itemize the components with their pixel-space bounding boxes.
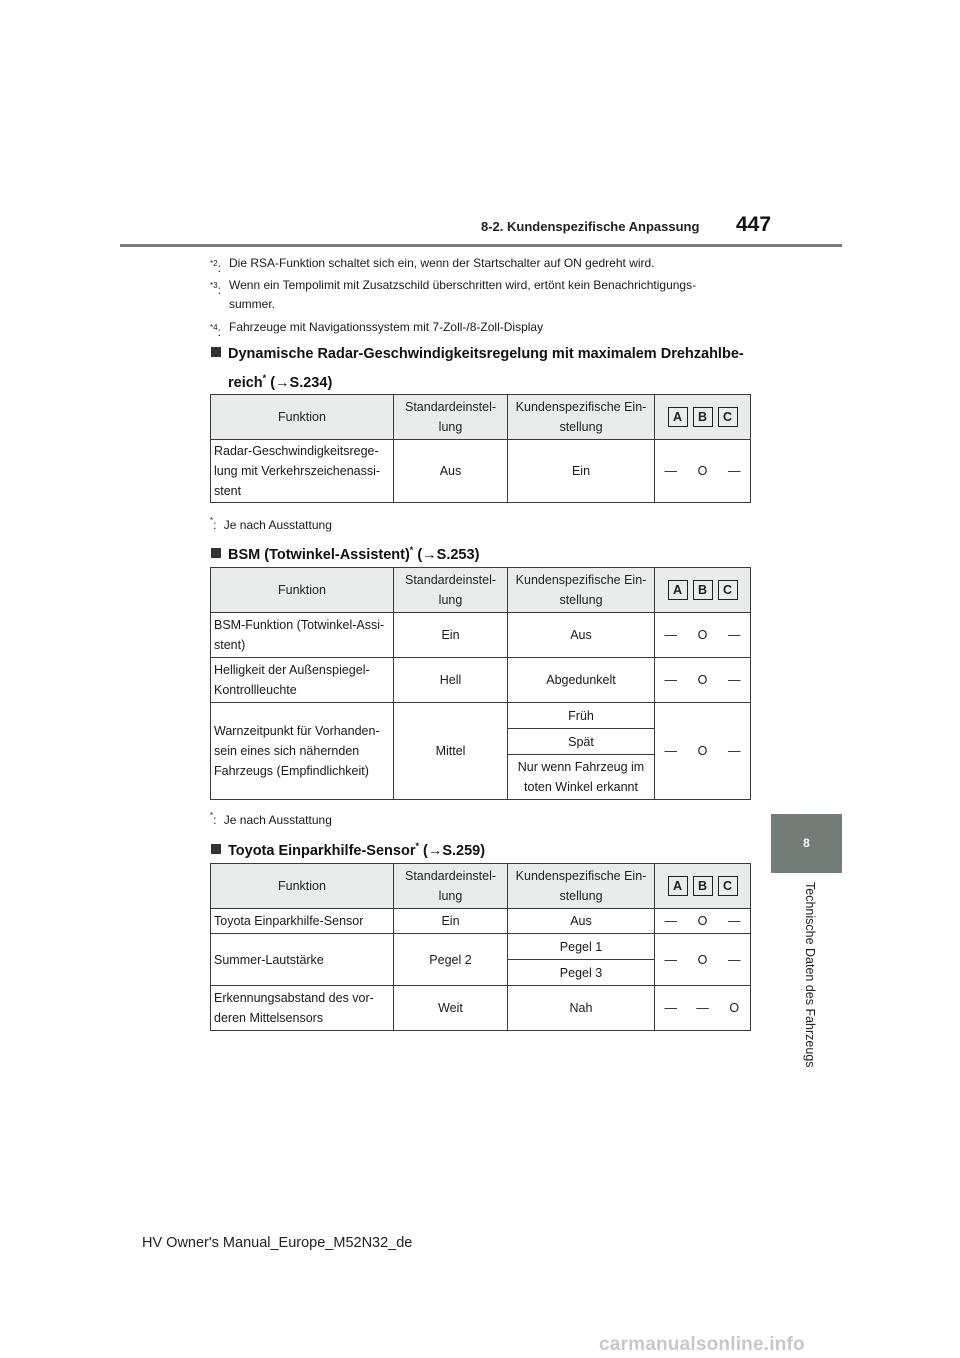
watermark: carmanualsonline.info	[599, 1334, 805, 1355]
header-funktion: Funktion	[211, 568, 394, 613]
asterisk: *	[409, 545, 414, 555]
header-abc	[655, 568, 751, 613]
section-title-park	[211, 834, 771, 863]
footnote-mark: *3	[210, 281, 218, 290]
footnote-mark: *2	[210, 259, 218, 268]
cell-custom: Aus	[508, 909, 655, 934]
footnote-text: Je nach Ausstattung	[223, 518, 332, 532]
cell-a: —	[655, 613, 687, 658]
cell-b: O	[687, 934, 719, 986]
cell-funktion: Radar-Geschwindigkeitsrege- lung mit Verkehrszeichenassi- stent	[211, 440, 394, 503]
cell-custom: Nah	[508, 986, 655, 1031]
cell-standard: Ein	[394, 909, 508, 934]
cell-custom: Pegel 1	[508, 934, 655, 960]
header-standard: Standardeinstel- lung	[394, 395, 508, 440]
cell-c: O	[719, 986, 751, 1031]
square-bullet-icon	[211, 548, 221, 558]
table-row	[211, 440, 751, 503]
header-funktion: Funktion	[211, 864, 394, 909]
footnote-line: summer.	[229, 297, 276, 311]
cell-funktion: Warnzeitpunkt für Vorhanden- sein eines sich nähernden Fahrzeugs (Empfindlichkeit)	[211, 703, 394, 800]
cell-funktion: BSM-Funktion (Totwinkel-Assi- stent)	[211, 613, 394, 658]
header-standard: Standardeinstel- lung	[394, 864, 508, 909]
header-custom: Kundenspezifische Ein- stellung	[508, 568, 655, 613]
cell-c: —	[719, 658, 751, 703]
footnote-text: Je nach Ausstattung	[223, 813, 332, 827]
table-row	[211, 613, 751, 658]
footnote-line: Wenn ein Tempolimit mit Zusatzschild überschritten wird, ertönt kein Benachrichtigungs-	[229, 278, 697, 292]
label-a: A	[668, 580, 688, 600]
cell-a: —	[655, 909, 687, 934]
footnote-mark: *4	[210, 323, 218, 332]
label-b: B	[693, 876, 713, 896]
table-row	[211, 909, 751, 934]
header-custom: Kundenspezifische Ein- stellung	[508, 395, 655, 440]
section-title-line: Dynamische Radar-Geschwindigkeitsregelung mit maximalem Drehzahlbe-	[228, 346, 744, 362]
asterisk: *	[415, 841, 419, 851]
cell-c: —	[719, 440, 751, 503]
label-a: A	[668, 407, 688, 427]
cell-c: —	[719, 613, 751, 658]
table-row	[211, 934, 751, 960]
cell-custom: Pegel 3	[508, 960, 655, 986]
cell-funktion: Summer-Lautstärke	[211, 934, 394, 986]
header-rule	[120, 244, 842, 247]
cell-custom: Nur wenn Fahrzeug im toten Winkel erkannt	[508, 755, 655, 800]
cell-a: —	[655, 986, 687, 1031]
cell-c: —	[719, 909, 751, 934]
cell-b: O	[687, 440, 719, 503]
label-b: B	[693, 580, 713, 600]
table-row	[211, 658, 751, 703]
footnote-bsm: *: Je nach Ausstattung	[210, 811, 332, 827]
table-header-row	[211, 395, 751, 440]
footnote-3: $^{*3}$: Wenn ein Tempolimit mit Zusatzschild überschritten wird, ertönt kein Benachrichtigungs- summer.	[210, 276, 221, 300]
footnote-mark: *	[210, 516, 214, 525]
table-header-row	[211, 864, 751, 909]
cell-custom: Abgedunkelt	[508, 658, 655, 703]
label-c: C	[718, 580, 738, 600]
header-standard: Standardeinstel- lung	[394, 568, 508, 613]
cell-standard: Aus	[394, 440, 508, 503]
page-reference-link[interactable]: (→S.253)	[417, 547, 480, 563]
cell-a: —	[655, 658, 687, 703]
page-number: 447	[736, 213, 772, 236]
footnote-text: Fahrzeuge mit Navigationssystem mit 7-Zoll-/8-Zoll-Display	[229, 320, 544, 334]
label-b: B	[693, 407, 713, 427]
cell-b: O	[687, 658, 719, 703]
asterisk: *	[262, 373, 267, 383]
cell-standard: Weit	[394, 986, 508, 1031]
footnote-mark: *	[210, 811, 214, 820]
cell-funktion: Helligkeit der Außenspiegel- Kontrollleuchte	[211, 658, 394, 703]
cell-funktion: Erkennungsabstand des vor- deren Mittelsensors	[211, 986, 394, 1031]
park-table	[210, 863, 751, 1031]
chapter-label-container	[800, 882, 820, 1092]
table-header-row	[211, 568, 751, 613]
section-title-text: Toyota Einparkhilfe-Sensor	[228, 843, 416, 859]
cell-standard: Pegel 2	[394, 934, 508, 986]
footnote-radar: *: Je nach Ausstattung	[210, 516, 332, 532]
label-c: C	[718, 876, 738, 896]
bsm-table	[210, 567, 751, 800]
section-header: 8-2. Kundenspezifische Anpassung	[481, 219, 700, 234]
cell-a: —	[655, 440, 687, 503]
section-title-bsm	[211, 538, 771, 567]
cell-a: —	[655, 934, 687, 986]
cell-custom: Früh	[508, 703, 655, 729]
chapter-label: Technische Daten des Fahrzeugs	[803, 882, 817, 1068]
cell-b: —	[687, 986, 719, 1031]
label-a: A	[668, 876, 688, 896]
chapter-tab	[771, 814, 842, 873]
label-c: C	[718, 407, 738, 427]
cell-custom: Spät	[508, 729, 655, 755]
footnote-text	[229, 276, 749, 314]
footnote-2: $^{*2}$: Die RSA-Funktion schaltet sich ein, wenn der Startschalter auf ON gedreht wird.	[210, 254, 221, 278]
cell-b: O	[687, 909, 719, 934]
table-row	[211, 703, 751, 729]
section-title-line: reich	[228, 375, 263, 391]
footnote-text: Die RSA-Funktion schaltet sich ein, wenn der Startschalter auf ON gedreht wird.	[229, 256, 655, 270]
section-title-radar	[211, 342, 771, 395]
manual-footer: HV Owner's Manual_Europe_M52N32_de	[142, 1235, 413, 1251]
cell-standard: Hell	[394, 658, 508, 703]
cell-custom: Ein	[508, 440, 655, 503]
radar-table	[210, 394, 751, 503]
cell-b: O	[687, 703, 719, 800]
cell-c: —	[719, 934, 751, 986]
header-custom: Kundenspezifische Ein- stellung	[508, 864, 655, 909]
header-abc	[655, 864, 751, 909]
cell-funktion: Toyota Einparkhilfe-Sensor	[211, 909, 394, 934]
cell-a: —	[655, 703, 687, 800]
table-row	[211, 986, 751, 1031]
page-reference-link[interactable]: (→S.234)	[270, 375, 333, 391]
cell-b: O	[687, 613, 719, 658]
cell-c: —	[719, 703, 751, 800]
section-title-text: BSM (Totwinkel-Assistent)	[228, 547, 410, 563]
square-bullet-icon	[211, 844, 221, 854]
header-funktion: Funktion	[211, 395, 394, 440]
cell-standard: Mittel	[394, 703, 508, 800]
page-reference-link[interactable]: (→S.259)	[423, 843, 486, 859]
chapter-number: 8	[803, 836, 810, 850]
cell-standard: Ein	[394, 613, 508, 658]
header-abc	[655, 395, 751, 440]
cell-custom: Aus	[508, 613, 655, 658]
square-bullet-icon	[211, 347, 221, 357]
footnote-4: $^{*4}$: Fahrzeuge mit Navigationssystem mit 7-Zoll-/8-Zoll-Display	[210, 318, 221, 342]
